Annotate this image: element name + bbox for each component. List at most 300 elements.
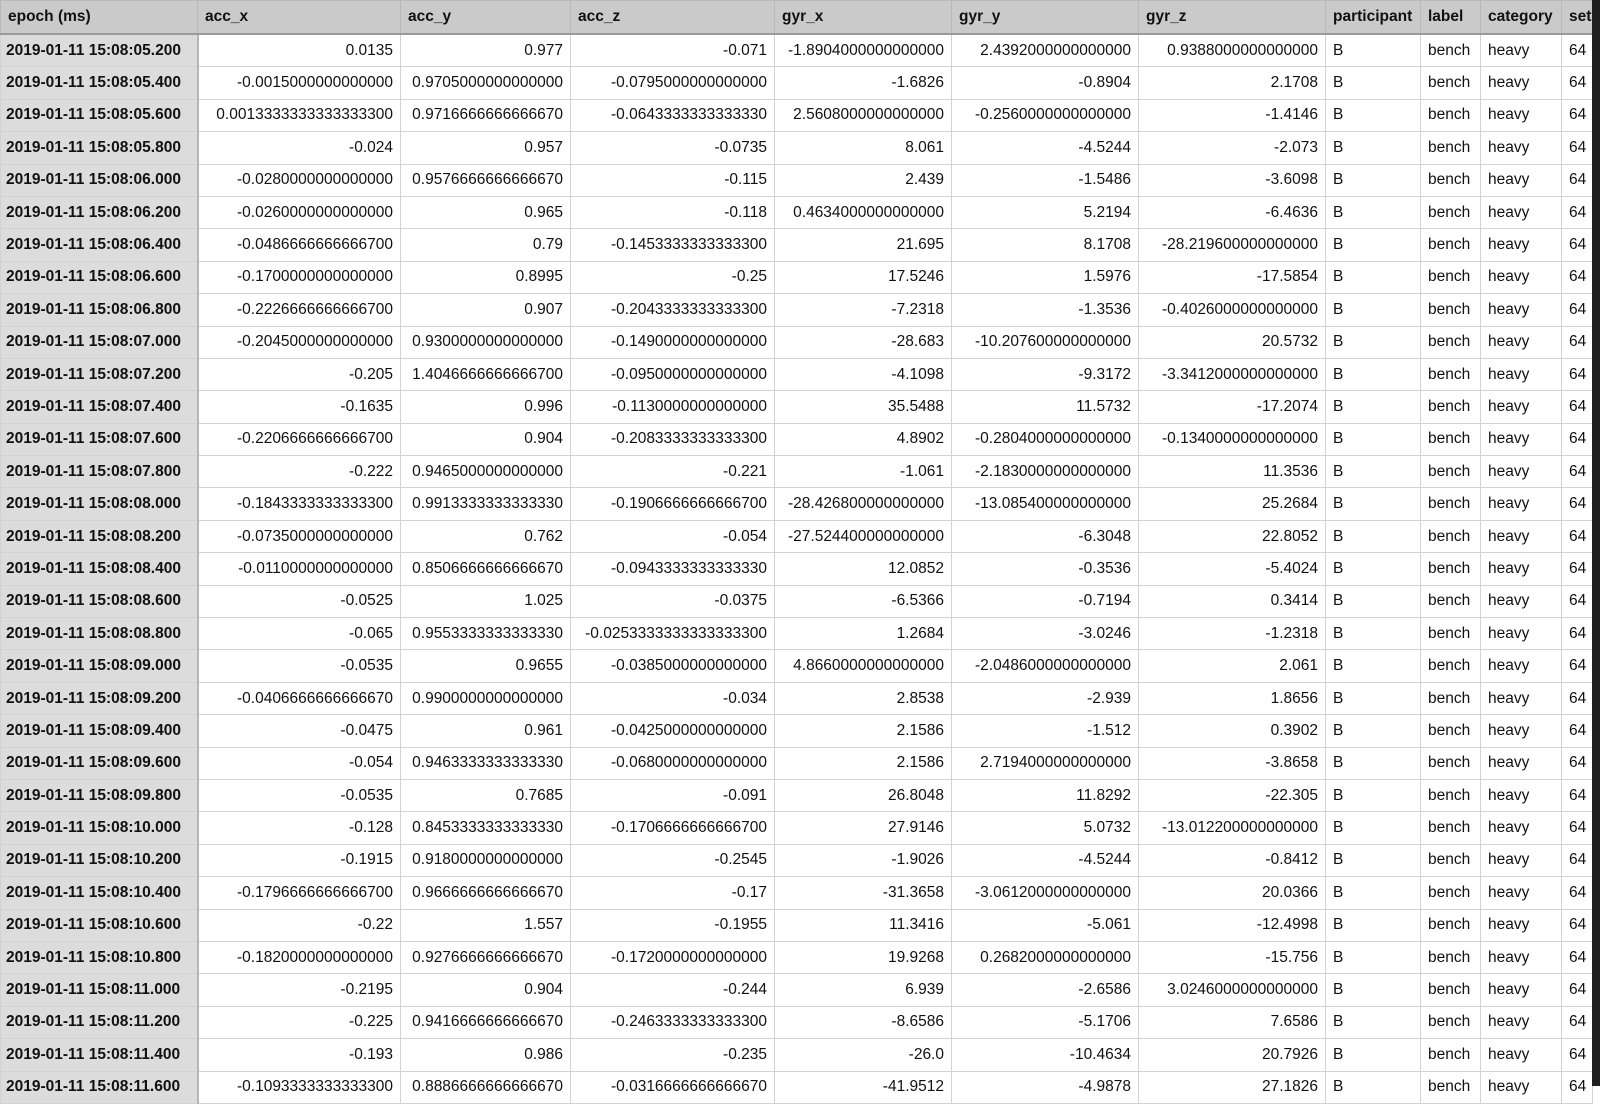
cell-gyr-y[interactable]: -0.8904 <box>952 67 1139 99</box>
cell-gyr-z[interactable]: -0.1340000000000000 <box>1139 423 1326 455</box>
cell-gyr-z[interactable]: -6.4636 <box>1139 196 1326 228</box>
cell-gyr-z[interactable]: -0.4026000000000000 <box>1139 294 1326 326</box>
cell-gyr-y[interactable]: -1.3536 <box>952 294 1139 326</box>
cell-participant[interactable]: B <box>1326 909 1421 941</box>
cell-acc-x[interactable]: -0.2206666666666700 <box>198 423 401 455</box>
cell-acc-x[interactable]: -0.0486666666666700 <box>198 229 401 261</box>
column-header-label[interactable]: label <box>1421 1 1481 35</box>
cell-gyr-z[interactable]: -13.012200000000000 <box>1139 812 1326 844</box>
cell-set[interactable]: 64 <box>1562 812 1593 844</box>
column-header-category[interactable]: category <box>1481 1 1562 35</box>
cell-label[interactable]: bench <box>1421 456 1481 488</box>
cell-category[interactable]: heavy <box>1481 618 1562 650</box>
cell-label[interactable]: bench <box>1421 99 1481 131</box>
cell-acc-y[interactable]: 0.9913333333333330 <box>401 488 571 520</box>
cell-gyr-z[interactable]: 20.7926 <box>1139 1039 1326 1071</box>
cell-acc-x[interactable]: -0.0280000000000000 <box>198 164 401 196</box>
cell-participant[interactable]: B <box>1326 391 1421 423</box>
cell-gyr-y[interactable]: -2.0486000000000000 <box>952 650 1139 682</box>
cell-participant[interactable]: B <box>1326 488 1421 520</box>
cell-acc-z[interactable]: -0.221 <box>571 456 775 488</box>
cell-participant[interactable]: B <box>1326 1006 1421 1038</box>
cell-acc-x[interactable]: -0.22 <box>198 909 401 941</box>
cell-participant[interactable]: B <box>1326 99 1421 131</box>
cell-gyr-x[interactable]: -1.061 <box>775 456 952 488</box>
cell-label[interactable]: bench <box>1421 1006 1481 1038</box>
cell-set[interactable]: 64 <box>1562 294 1593 326</box>
cell-acc-z[interactable]: -0.071 <box>571 34 775 67</box>
cell-acc-y[interactable]: 0.904 <box>401 974 571 1006</box>
cell-participant[interactable]: B <box>1326 941 1421 973</box>
cell-gyr-y[interactable]: -3.0612000000000000 <box>952 877 1139 909</box>
cell-participant[interactable]: B <box>1326 877 1421 909</box>
cell-label[interactable]: bench <box>1421 196 1481 228</box>
cell-category[interactable]: heavy <box>1481 844 1562 876</box>
cell-acc-y[interactable]: 0.996 <box>401 391 571 423</box>
cell-category[interactable]: heavy <box>1481 99 1562 131</box>
cell-label[interactable]: bench <box>1421 909 1481 941</box>
cell-label[interactable]: bench <box>1421 423 1481 455</box>
cell-gyr-y[interactable]: -13.085400000000000 <box>952 488 1139 520</box>
column-header-epoch[interactable]: epoch (ms) <box>1 1 198 35</box>
cell-category[interactable]: heavy <box>1481 941 1562 973</box>
cell-participant[interactable]: B <box>1326 585 1421 617</box>
cell-acc-z[interactable]: -0.1706666666666700 <box>571 812 775 844</box>
cell-label[interactable]: bench <box>1421 488 1481 520</box>
cell-acc-x[interactable]: -0.0260000000000000 <box>198 196 401 228</box>
cell-gyr-y[interactable]: 11.8292 <box>952 779 1139 811</box>
cell-gyr-z[interactable]: -0.8412 <box>1139 844 1326 876</box>
cell-acc-x[interactable]: -0.0406666666666670 <box>198 682 401 714</box>
cell-set[interactable]: 64 <box>1562 1006 1593 1038</box>
cell-gyr-z[interactable]: -1.2318 <box>1139 618 1326 650</box>
cell-set[interactable]: 64 <box>1562 650 1593 682</box>
cell-label[interactable]: bench <box>1421 67 1481 99</box>
cell-gyr-x[interactable]: 8.061 <box>775 132 952 164</box>
cell-gyr-x[interactable]: 11.3416 <box>775 909 952 941</box>
cell-set[interactable]: 64 <box>1562 34 1593 67</box>
row-index-cell[interactable]: 2019-01-11 15:08:11.200 <box>1 1006 198 1038</box>
cell-acc-z[interactable]: -0.1955 <box>571 909 775 941</box>
cell-gyr-x[interactable]: 0.4634000000000000 <box>775 196 952 228</box>
column-header-acc-z[interactable]: acc_z <box>571 1 775 35</box>
cell-acc-y[interactable]: 0.977 <box>401 34 571 67</box>
cell-acc-z[interactable]: -0.0680000000000000 <box>571 747 775 779</box>
row-index-cell[interactable]: 2019-01-11 15:08:05.600 <box>1 99 198 131</box>
cell-set[interactable]: 64 <box>1562 488 1593 520</box>
row-index-cell[interactable]: 2019-01-11 15:08:07.400 <box>1 391 198 423</box>
cell-gyr-x[interactable]: -27.524400000000000 <box>775 520 952 552</box>
cell-acc-x[interactable]: -0.225 <box>198 1006 401 1038</box>
cell-acc-z[interactable]: -0.0253333333333333300 <box>571 618 775 650</box>
cell-acc-x[interactable]: -0.024 <box>198 132 401 164</box>
column-header-participant[interactable]: participant <box>1326 1 1421 35</box>
cell-label[interactable]: bench <box>1421 1071 1481 1103</box>
cell-acc-z[interactable]: -0.2463333333333300 <box>571 1006 775 1038</box>
cell-set[interactable]: 64 <box>1562 682 1593 714</box>
cell-acc-z[interactable]: -0.118 <box>571 196 775 228</box>
cell-category[interactable]: heavy <box>1481 358 1562 390</box>
cell-acc-z[interactable]: -0.2545 <box>571 844 775 876</box>
cell-acc-z[interactable]: -0.2043333333333300 <box>571 294 775 326</box>
cell-acc-x[interactable]: -0.0535 <box>198 650 401 682</box>
cell-set[interactable]: 64 <box>1562 553 1593 585</box>
cell-category[interactable]: heavy <box>1481 196 1562 228</box>
column-header-gyr-y[interactable]: gyr_y <box>952 1 1139 35</box>
row-index-cell[interactable]: 2019-01-11 15:08:10.200 <box>1 844 198 876</box>
cell-participant[interactable]: B <box>1326 747 1421 779</box>
cell-acc-z[interactable]: -0.1720000000000000 <box>571 941 775 973</box>
cell-acc-x[interactable]: -0.0535 <box>198 779 401 811</box>
cell-set[interactable]: 64 <box>1562 844 1593 876</box>
cell-label[interactable]: bench <box>1421 747 1481 779</box>
cell-gyr-x[interactable]: -1.8904000000000000 <box>775 34 952 67</box>
cell-acc-x[interactable]: -0.1915 <box>198 844 401 876</box>
cell-set[interactable]: 64 <box>1562 99 1593 131</box>
cell-acc-y[interactable]: 1.4046666666666700 <box>401 358 571 390</box>
cell-acc-x[interactable]: -0.1843333333333300 <box>198 488 401 520</box>
cell-gyr-y[interactable]: -5.061 <box>952 909 1139 941</box>
cell-gyr-y[interactable]: -9.3172 <box>952 358 1139 390</box>
cell-category[interactable]: heavy <box>1481 974 1562 1006</box>
cell-gyr-y[interactable]: -5.1706 <box>952 1006 1139 1038</box>
row-index-cell[interactable]: 2019-01-11 15:08:05.400 <box>1 67 198 99</box>
row-index-cell[interactable]: 2019-01-11 15:08:05.800 <box>1 132 198 164</box>
cell-participant[interactable]: B <box>1326 261 1421 293</box>
cell-gyr-z[interactable]: 20.0366 <box>1139 877 1326 909</box>
cell-gyr-x[interactable]: 19.9268 <box>775 941 952 973</box>
cell-gyr-y[interactable]: -10.4634 <box>952 1039 1139 1071</box>
cell-acc-y[interactable]: 0.8886666666666670 <box>401 1071 571 1103</box>
cell-gyr-z[interactable]: -17.2074 <box>1139 391 1326 423</box>
cell-gyr-y[interactable]: 5.2194 <box>952 196 1139 228</box>
row-index-cell[interactable]: 2019-01-11 15:08:09.200 <box>1 682 198 714</box>
cell-acc-y[interactable]: 0.9666666666666670 <box>401 877 571 909</box>
cell-category[interactable]: heavy <box>1481 909 1562 941</box>
cell-acc-y[interactable]: 0.8995 <box>401 261 571 293</box>
cell-label[interactable]: bench <box>1421 844 1481 876</box>
cell-category[interactable]: heavy <box>1481 34 1562 67</box>
cell-acc-y[interactable]: 0.9416666666666670 <box>401 1006 571 1038</box>
cell-label[interactable]: bench <box>1421 132 1481 164</box>
cell-gyr-y[interactable]: 2.7194000000000000 <box>952 747 1139 779</box>
cell-acc-z[interactable]: -0.0643333333333330 <box>571 99 775 131</box>
cell-category[interactable]: heavy <box>1481 456 1562 488</box>
row-index-cell[interactable]: 2019-01-11 15:08:07.600 <box>1 423 198 455</box>
cell-acc-y[interactable]: 0.9553333333333330 <box>401 618 571 650</box>
cell-gyr-z[interactable]: -2.073 <box>1139 132 1326 164</box>
cell-label[interactable]: bench <box>1421 164 1481 196</box>
cell-acc-x[interactable]: -0.2045000000000000 <box>198 326 401 358</box>
cell-gyr-x[interactable]: 2.1586 <box>775 747 952 779</box>
row-index-cell[interactable]: 2019-01-11 15:08:06.200 <box>1 196 198 228</box>
cell-gyr-z[interactable]: -5.4024 <box>1139 553 1326 585</box>
cell-acc-y[interactable]: 0.9655 <box>401 650 571 682</box>
cell-gyr-z[interactable]: 0.9388000000000000 <box>1139 34 1326 67</box>
cell-participant[interactable]: B <box>1326 294 1421 326</box>
cell-label[interactable]: bench <box>1421 618 1481 650</box>
cell-gyr-z[interactable]: 0.3414 <box>1139 585 1326 617</box>
cell-gyr-z[interactable]: -3.3412000000000000 <box>1139 358 1326 390</box>
cell-participant[interactable]: B <box>1326 553 1421 585</box>
cell-acc-z[interactable]: -0.244 <box>571 974 775 1006</box>
cell-set[interactable]: 64 <box>1562 132 1593 164</box>
cell-acc-z[interactable]: -0.0385000000000000 <box>571 650 775 682</box>
cell-acc-x[interactable]: -0.0735000000000000 <box>198 520 401 552</box>
cell-acc-z[interactable]: -0.0425000000000000 <box>571 715 775 747</box>
cell-gyr-z[interactable]: 20.5732 <box>1139 326 1326 358</box>
cell-participant[interactable]: B <box>1326 1039 1421 1071</box>
cell-gyr-z[interactable]: 22.8052 <box>1139 520 1326 552</box>
cell-acc-y[interactable]: 0.9300000000000000 <box>401 326 571 358</box>
cell-acc-x[interactable]: -0.128 <box>198 812 401 844</box>
cell-set[interactable]: 64 <box>1562 585 1593 617</box>
row-index-cell[interactable]: 2019-01-11 15:08:07.000 <box>1 326 198 358</box>
cell-category[interactable]: heavy <box>1481 67 1562 99</box>
cell-gyr-x[interactable]: 2.5608000000000000 <box>775 99 952 131</box>
cell-set[interactable]: 64 <box>1562 391 1593 423</box>
cell-set[interactable]: 64 <box>1562 326 1593 358</box>
cell-category[interactable]: heavy <box>1481 1071 1562 1103</box>
cell-label[interactable]: bench <box>1421 261 1481 293</box>
cell-acc-y[interactable]: 0.9576666666666670 <box>401 164 571 196</box>
row-index-cell[interactable]: 2019-01-11 15:08:09.800 <box>1 779 198 811</box>
row-index-cell[interactable]: 2019-01-11 15:08:08.200 <box>1 520 198 552</box>
cell-acc-y[interactable]: 0.9716666666666670 <box>401 99 571 131</box>
cell-acc-y[interactable]: 0.8453333333333330 <box>401 812 571 844</box>
row-index-cell[interactable]: 2019-01-11 15:08:08.800 <box>1 618 198 650</box>
cell-acc-z[interactable]: -0.091 <box>571 779 775 811</box>
row-index-cell[interactable]: 2019-01-11 15:08:09.400 <box>1 715 198 747</box>
cell-gyr-y[interactable]: -4.5244 <box>952 844 1139 876</box>
cell-acc-y[interactable]: 0.9900000000000000 <box>401 682 571 714</box>
cell-gyr-z[interactable]: 0.3902 <box>1139 715 1326 747</box>
cell-set[interactable]: 64 <box>1562 1039 1593 1071</box>
cell-label[interactable]: bench <box>1421 585 1481 617</box>
cell-acc-z[interactable]: -0.1453333333333300 <box>571 229 775 261</box>
cell-acc-x[interactable]: -0.205 <box>198 358 401 390</box>
cell-category[interactable]: heavy <box>1481 650 1562 682</box>
cell-set[interactable]: 64 <box>1562 974 1593 1006</box>
cell-set[interactable]: 64 <box>1562 779 1593 811</box>
cell-participant[interactable]: B <box>1326 779 1421 811</box>
cell-category[interactable]: heavy <box>1481 164 1562 196</box>
cell-set[interactable]: 64 <box>1562 715 1593 747</box>
cell-acc-z[interactable]: -0.0375 <box>571 585 775 617</box>
cell-category[interactable]: heavy <box>1481 747 1562 779</box>
cell-category[interactable]: heavy <box>1481 682 1562 714</box>
cell-acc-x[interactable]: -0.1635 <box>198 391 401 423</box>
cell-acc-z[interactable]: -0.1490000000000000 <box>571 326 775 358</box>
cell-gyr-y[interactable]: -0.2560000000000000 <box>952 99 1139 131</box>
cell-set[interactable]: 64 <box>1562 67 1593 99</box>
row-index-cell[interactable]: 2019-01-11 15:08:06.000 <box>1 164 198 196</box>
cell-gyr-y[interactable]: -3.0246 <box>952 618 1139 650</box>
cell-gyr-x[interactable]: -31.3658 <box>775 877 952 909</box>
cell-category[interactable]: heavy <box>1481 488 1562 520</box>
row-index-cell[interactable]: 2019-01-11 15:08:07.200 <box>1 358 198 390</box>
cell-gyr-z[interactable]: -1.4146 <box>1139 99 1326 131</box>
cell-participant[interactable]: B <box>1326 844 1421 876</box>
cell-gyr-x[interactable]: -1.9026 <box>775 844 952 876</box>
cell-participant[interactable]: B <box>1326 67 1421 99</box>
row-index-cell[interactable]: 2019-01-11 15:08:06.600 <box>1 261 198 293</box>
cell-label[interactable]: bench <box>1421 974 1481 1006</box>
cell-acc-y[interactable]: 0.9276666666666670 <box>401 941 571 973</box>
column-header-set[interactable]: set <box>1562 1 1593 35</box>
cell-gyr-y[interactable]: -0.3536 <box>952 553 1139 585</box>
cell-set[interactable]: 64 <box>1562 456 1593 488</box>
row-index-cell[interactable]: 2019-01-11 15:08:11.000 <box>1 974 198 1006</box>
cell-gyr-x[interactable]: 2.439 <box>775 164 952 196</box>
cell-acc-x[interactable]: -0.2195 <box>198 974 401 1006</box>
cell-gyr-y[interactable]: -0.7194 <box>952 585 1139 617</box>
cell-set[interactable]: 64 <box>1562 941 1593 973</box>
cell-gyr-z[interactable]: -15.756 <box>1139 941 1326 973</box>
cell-acc-y[interactable]: 0.904 <box>401 423 571 455</box>
row-index-cell[interactable]: 2019-01-11 15:08:06.400 <box>1 229 198 261</box>
row-index-cell[interactable]: 2019-01-11 15:08:08.400 <box>1 553 198 585</box>
cell-gyr-x[interactable]: 35.5488 <box>775 391 952 423</box>
cell-acc-y[interactable]: 0.762 <box>401 520 571 552</box>
row-index-cell[interactable]: 2019-01-11 15:08:10.800 <box>1 941 198 973</box>
cell-gyr-z[interactable]: -3.8658 <box>1139 747 1326 779</box>
column-header-gyr-z[interactable]: gyr_z <box>1139 1 1326 35</box>
cell-category[interactable]: heavy <box>1481 553 1562 585</box>
cell-label[interactable]: bench <box>1421 553 1481 585</box>
cell-gyr-y[interactable]: -2.939 <box>952 682 1139 714</box>
cell-gyr-x[interactable]: -4.1098 <box>775 358 952 390</box>
cell-acc-y[interactable]: 0.9705000000000000 <box>401 67 571 99</box>
cell-gyr-x[interactable]: 2.8538 <box>775 682 952 714</box>
cell-set[interactable]: 64 <box>1562 618 1593 650</box>
row-index-cell[interactable]: 2019-01-11 15:08:09.600 <box>1 747 198 779</box>
cell-category[interactable]: heavy <box>1481 779 1562 811</box>
cell-acc-y[interactable]: 0.961 <box>401 715 571 747</box>
cell-acc-z[interactable]: -0.1906666666666700 <box>571 488 775 520</box>
cell-label[interactable]: bench <box>1421 229 1481 261</box>
cell-acc-x[interactable]: -0.1796666666666700 <box>198 877 401 909</box>
cell-acc-z[interactable]: -0.115 <box>571 164 775 196</box>
cell-acc-y[interactable]: 0.79 <box>401 229 571 261</box>
cell-participant[interactable]: B <box>1326 326 1421 358</box>
cell-acc-z[interactable]: -0.034 <box>571 682 775 714</box>
cell-gyr-x[interactable]: 12.0852 <box>775 553 952 585</box>
vertical-scrollbar[interactable] <box>1592 0 1600 1086</box>
cell-acc-y[interactable]: 0.965 <box>401 196 571 228</box>
cell-gyr-z[interactable]: -28.219600000000000 <box>1139 229 1326 261</box>
cell-category[interactable]: heavy <box>1481 391 1562 423</box>
cell-gyr-y[interactable]: 2.4392000000000000 <box>952 34 1139 67</box>
cell-gyr-y[interactable]: -6.3048 <box>952 520 1139 552</box>
cell-label[interactable]: bench <box>1421 812 1481 844</box>
cell-gyr-z[interactable]: 2.1708 <box>1139 67 1326 99</box>
cell-set[interactable]: 64 <box>1562 261 1593 293</box>
row-index-cell[interactable]: 2019-01-11 15:08:08.000 <box>1 488 198 520</box>
cell-gyr-y[interactable]: -4.5244 <box>952 132 1139 164</box>
cell-participant[interactable]: B <box>1326 682 1421 714</box>
cell-label[interactable]: bench <box>1421 358 1481 390</box>
cell-acc-y[interactable]: 0.9465000000000000 <box>401 456 571 488</box>
cell-gyr-z[interactable]: 27.1826 <box>1139 1071 1326 1103</box>
cell-label[interactable]: bench <box>1421 520 1481 552</box>
cell-acc-y[interactable]: 1.557 <box>401 909 571 941</box>
cell-gyr-x[interactable]: 6.939 <box>775 974 952 1006</box>
cell-gyr-z[interactable]: -12.4998 <box>1139 909 1326 941</box>
cell-acc-z[interactable]: -0.17 <box>571 877 775 909</box>
cell-acc-y[interactable]: 0.8506666666666670 <box>401 553 571 585</box>
cell-acc-y[interactable]: 0.907 <box>401 294 571 326</box>
cell-gyr-y[interactable]: 0.2682000000000000 <box>952 941 1139 973</box>
cell-label[interactable]: bench <box>1421 294 1481 326</box>
cell-gyr-z[interactable]: -3.6098 <box>1139 164 1326 196</box>
cell-acc-z[interactable]: -0.2083333333333300 <box>571 423 775 455</box>
cell-acc-x[interactable]: 0.0013333333333333300 <box>198 99 401 131</box>
cell-participant[interactable]: B <box>1326 164 1421 196</box>
cell-category[interactable]: heavy <box>1481 715 1562 747</box>
cell-participant[interactable]: B <box>1326 618 1421 650</box>
cell-acc-x[interactable]: 0.0135 <box>198 34 401 67</box>
cell-category[interactable]: heavy <box>1481 812 1562 844</box>
cell-set[interactable]: 64 <box>1562 229 1593 261</box>
cell-acc-x[interactable]: -0.2226666666666700 <box>198 294 401 326</box>
cell-gyr-x[interactable]: -41.9512 <box>775 1071 952 1103</box>
cell-category[interactable]: heavy <box>1481 132 1562 164</box>
cell-label[interactable]: bench <box>1421 34 1481 67</box>
cell-acc-x[interactable]: -0.0110000000000000 <box>198 553 401 585</box>
row-index-cell[interactable]: 2019-01-11 15:08:08.600 <box>1 585 198 617</box>
cell-label[interactable]: bench <box>1421 650 1481 682</box>
cell-set[interactable]: 64 <box>1562 164 1593 196</box>
cell-gyr-x[interactable]: -28.683 <box>775 326 952 358</box>
cell-set[interactable]: 64 <box>1562 747 1593 779</box>
cell-participant[interactable]: B <box>1326 196 1421 228</box>
cell-gyr-x[interactable]: -8.6586 <box>775 1006 952 1038</box>
cell-category[interactable]: heavy <box>1481 229 1562 261</box>
cell-category[interactable]: heavy <box>1481 261 1562 293</box>
row-index-cell[interactable]: 2019-01-11 15:08:11.400 <box>1 1039 198 1071</box>
cell-label[interactable]: bench <box>1421 1039 1481 1071</box>
cell-gyr-y[interactable]: -1.5486 <box>952 164 1139 196</box>
cell-gyr-z[interactable]: 25.2684 <box>1139 488 1326 520</box>
cell-acc-y[interactable]: 0.986 <box>401 1039 571 1071</box>
row-index-cell[interactable]: 2019-01-11 15:08:10.000 <box>1 812 198 844</box>
cell-acc-x[interactable]: -0.0525 <box>198 585 401 617</box>
cell-gyr-x[interactable]: -6.5366 <box>775 585 952 617</box>
cell-participant[interactable]: B <box>1326 974 1421 1006</box>
cell-gyr-x[interactable]: 2.1586 <box>775 715 952 747</box>
cell-category[interactable]: heavy <box>1481 1039 1562 1071</box>
cell-participant[interactable]: B <box>1326 520 1421 552</box>
cell-gyr-y[interactable]: -2.6586 <box>952 974 1139 1006</box>
cell-gyr-z[interactable]: 2.061 <box>1139 650 1326 682</box>
cell-acc-z[interactable]: -0.25 <box>571 261 775 293</box>
cell-set[interactable]: 64 <box>1562 909 1593 941</box>
cell-category[interactable]: heavy <box>1481 294 1562 326</box>
cell-label[interactable]: bench <box>1421 877 1481 909</box>
column-header-acc-y[interactable]: acc_y <box>401 1 571 35</box>
column-header-acc-x[interactable]: acc_x <box>198 1 401 35</box>
cell-gyr-z[interactable]: -17.5854 <box>1139 261 1326 293</box>
cell-set[interactable]: 64 <box>1562 520 1593 552</box>
cell-gyr-x[interactable]: 21.695 <box>775 229 952 261</box>
cell-label[interactable]: bench <box>1421 715 1481 747</box>
cell-gyr-x[interactable]: 1.2684 <box>775 618 952 650</box>
row-index-cell[interactable]: 2019-01-11 15:08:10.600 <box>1 909 198 941</box>
cell-participant[interactable]: B <box>1326 358 1421 390</box>
cell-category[interactable]: heavy <box>1481 1006 1562 1038</box>
cell-set[interactable]: 64 <box>1562 877 1593 909</box>
